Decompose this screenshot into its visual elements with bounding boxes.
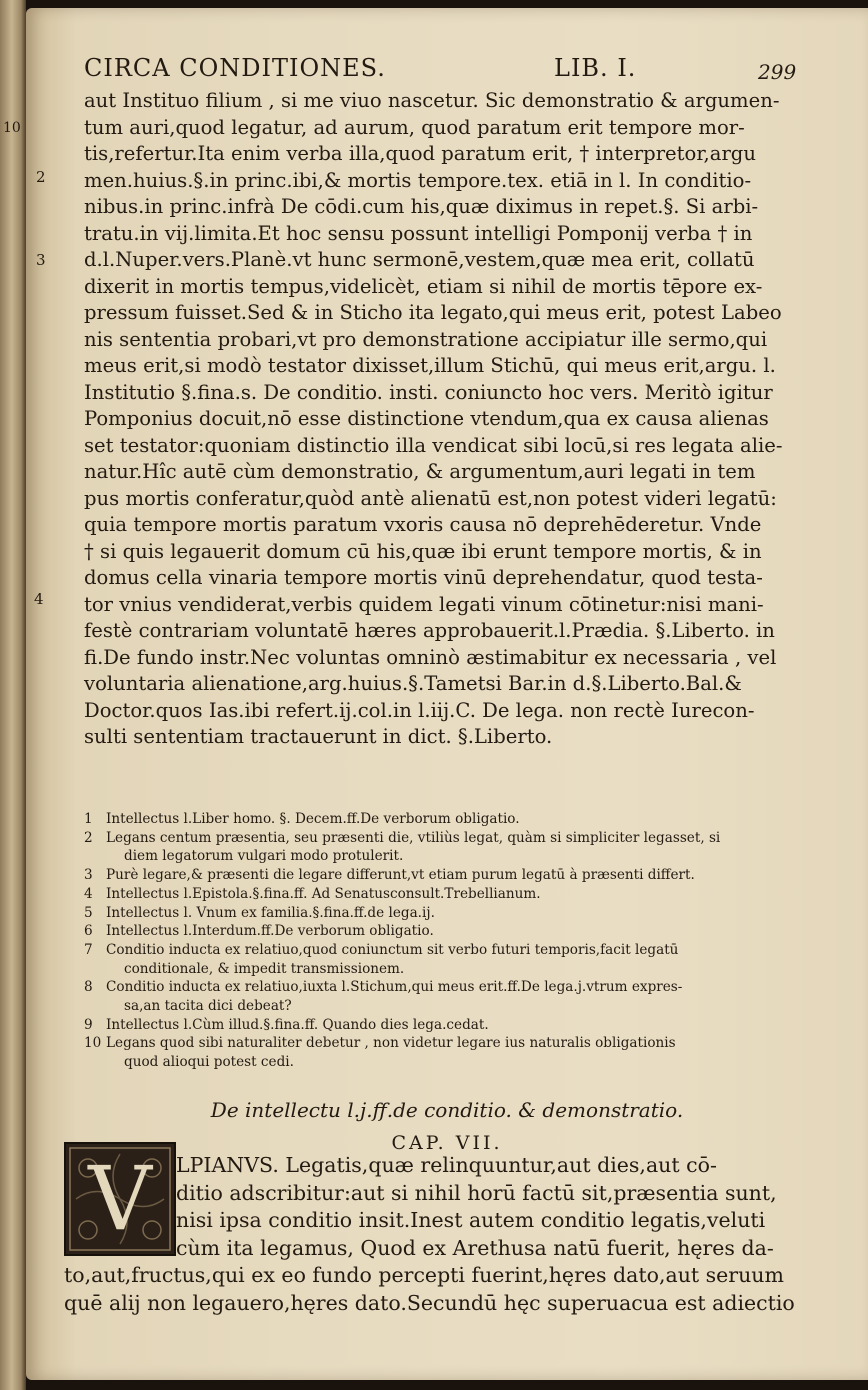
note-item (84, 978, 734, 997)
text-line: Doctor.quos Ias.ibi refert.ij.col.in l.iij.C. De lega. non rectè Iurecon- (84, 698, 755, 722)
margin-note-number: 4 (34, 590, 44, 608)
note-continuation: sa,an tacita dici debeat? (124, 998, 292, 1015)
text-line: LPIANVS. Legatis,quæ relinquuntur,aut dies,aut cō- (176, 1153, 717, 1177)
note-text: Intellectus l.Cùm illud.§.fina.ff. Quando dies lega.cedat. (106, 1016, 489, 1033)
main-text-block (84, 88, 783, 751)
note-item (84, 885, 734, 904)
text-line: † si quis legauerit domum cū his,quæ ibi erunt tempore mortis, & in (84, 539, 762, 563)
text-line: fi.De fundo instr.Nec voluntas omninò æstimabitur ex necessaria , vel (84, 645, 777, 669)
text-line: quē alij non legauero,hęres dato.Secundū hęc superuacua est adiectio (64, 1290, 795, 1315)
right-page (26, 8, 868, 1380)
text-line: quia tempore mortis paratum vxoris causa nō deprehēderetur. Vnde (84, 513, 762, 536)
text-line: tor vnius vendiderat,verbis quidem legati vinum cōtinetur:nisi mani- (84, 592, 764, 616)
text-line: natur.Hîc autē cùm demonstratio, & argumentum,auri legati in tem (84, 460, 756, 483)
note-number: 6 (84, 923, 93, 940)
note-item (84, 829, 734, 848)
note-item (84, 1016, 734, 1035)
left-margin-number: 10 (3, 120, 21, 136)
note-number: 10 (84, 1035, 102, 1052)
text-line: men.huius.§.in princ.ibi,& mortis tempore.tex. etiā in l. In conditio- (84, 168, 752, 192)
text-line: voluntaria alienatione,arg.huius.§.Tametsi Bar.in d.§.Liberto.Bal.& (84, 672, 742, 695)
note-text: Legans centum præsentia, seu præsenti die, vtiliùs legat, quàm si simpliciter legasset, si (106, 829, 721, 846)
note-number: 7 (84, 941, 93, 958)
note-text: Intellectus l.Interdum.ff.De verborum obligatio. (106, 923, 434, 940)
note-number: 4 (84, 885, 93, 902)
text-line: set testator:quoniam distinctio illa vendicat sibi locū,si res legata alie- (84, 433, 783, 457)
note-continuation: diem legatorum vulgari modo protulerit. (124, 848, 404, 865)
note-number: 8 (84, 979, 93, 996)
header-title: CIRCA CONDITIONES. (84, 54, 386, 82)
note-text: Conditio inducta ex relatiuo,quod coniunctum sit verbo futuri temporis,facit legatū (106, 941, 679, 958)
running-header (84, 54, 797, 88)
text-line: to,aut,fructus,qui ex eo fundo percepti fuerint,hęres dato,aut seruum (64, 1263, 784, 1287)
note-continuation: conditionale, & impedit transmissionem. (124, 960, 405, 977)
note-item (84, 810, 734, 829)
text-line: ditio adscribitur:aut si nihil horū factū sit,præsentia sunt, (176, 1180, 777, 1205)
note-item (84, 1034, 734, 1053)
text-line: tratu.in vij.limita.Et hoc sensu possunt intelligi Pomponij verba † in (84, 221, 753, 245)
text-line: d.l.Nuper.vers.Planè.vt hunc sermonē,vestem,quæ mea erit, collatū (84, 248, 755, 271)
summary-notes (84, 810, 734, 1072)
note-number: 1 (84, 811, 93, 827)
chapter-number: CAP. VII. (391, 1132, 503, 1154)
text-line: Pomponius docuit,nō esse distinctione vtendum,qua ex causa alienas (84, 407, 769, 430)
note-text: Legans quod sibi naturaliter debetur , non videtur legare ius naturalis obligationis (106, 1035, 676, 1052)
text-line: aut Instituo filium , si me viuo nascetur. Sic demonstratio & argumen- (84, 89, 780, 112)
chapter-heading: De intellectu l.j.ff.de conditio. & demonstratio. (210, 1098, 684, 1122)
text-line: tum auri,quod legatur, ad aurum, quod paratum erit tempore mor- (84, 115, 745, 139)
chapter-text-block (64, 1152, 856, 1317)
note-item (84, 922, 734, 941)
text-line: Institutio §.fina.s. De conditio. insti. coniuncto hoc vers. Meritò igitur (84, 380, 773, 404)
margin-note-number: 2 (36, 168, 46, 186)
header-book-number: LIB. I. (554, 54, 637, 82)
note-number: 3 (84, 867, 93, 884)
text-line: meus erit,si modò testator dixisset,illum Stichū, qui meus erit,argu. l. (84, 354, 776, 377)
text-line: domus cella vinaria tempore mortis vinū deprehendatur, quod testa- (84, 566, 763, 589)
folio-number: 299 (758, 60, 797, 84)
note-item (84, 904, 734, 923)
note-text: Intellectus l.Epistola.§.fina.ff. Ad Senatusconsult.Trebellianum. (106, 885, 541, 902)
text-line: pressum fuisset.Sed & in Sticho ita legato,qui meus erit, potest Labeo (84, 301, 782, 324)
note-continuation: quod alioqui potest cedi. (124, 1054, 294, 1071)
initial-letter: V (88, 1147, 152, 1250)
text-line: festè contrariam voluntatē hæres approbauerit.l.Prædia. §.Liberto. in (84, 619, 775, 642)
note-text: Intellectus l. Vnum ex familia.§.fina.ff.de lega.ij. (106, 904, 435, 921)
text-line: cùm ita legamus, Quod ex Arethusa natū fuerit, hęres da- (176, 1235, 774, 1260)
note-item (84, 866, 734, 885)
note-text: Intellectus l.Liber homo. §. Decem.ff.De verborum obligatio. (106, 811, 520, 827)
note-text: Conditio inducta ex relatiuo,iuxta l.Stichum,qui meus erit.ff.De lega.j.vtrum expres- (106, 979, 683, 996)
note-item (84, 941, 734, 960)
text-line: nibus.in princ.infrà De cōdi.cum his,quæ diximus in repet.§. Si arbi- (84, 195, 759, 218)
left-page-edge (0, 0, 26, 1390)
text-line: sulti sententiam tractauerunt in dict. §.Liberto. (84, 725, 553, 748)
note-text: Purè legare,& præsenti die legare differunt,vt etiam purum legatū à præsenti differt. (106, 867, 695, 884)
decorated-initial (64, 1142, 176, 1256)
text-line: dixerit in mortis tempus,videlicèt, etiam si nihil de mortis tēpore ex- (84, 274, 763, 298)
note-number: 5 (84, 904, 93, 921)
text-line: nis sententia probari,vt pro demonstratione accipiatur ille sermo,qui (84, 327, 768, 351)
text-line: tis,refertur.Ita enim verba illa,quod paratum erit, † interpretor,argu (84, 142, 756, 165)
note-number: 2 (84, 829, 93, 846)
note-number: 9 (84, 1016, 93, 1033)
text-line: nisi ipsa conditio insit.Inest autem conditio legatis,veluti (176, 1208, 766, 1232)
text-line: pus mortis conferatur,quòd antè alienatū est,non potest videri legatū: (84, 486, 777, 510)
margin-note-number: 3 (36, 251, 46, 269)
